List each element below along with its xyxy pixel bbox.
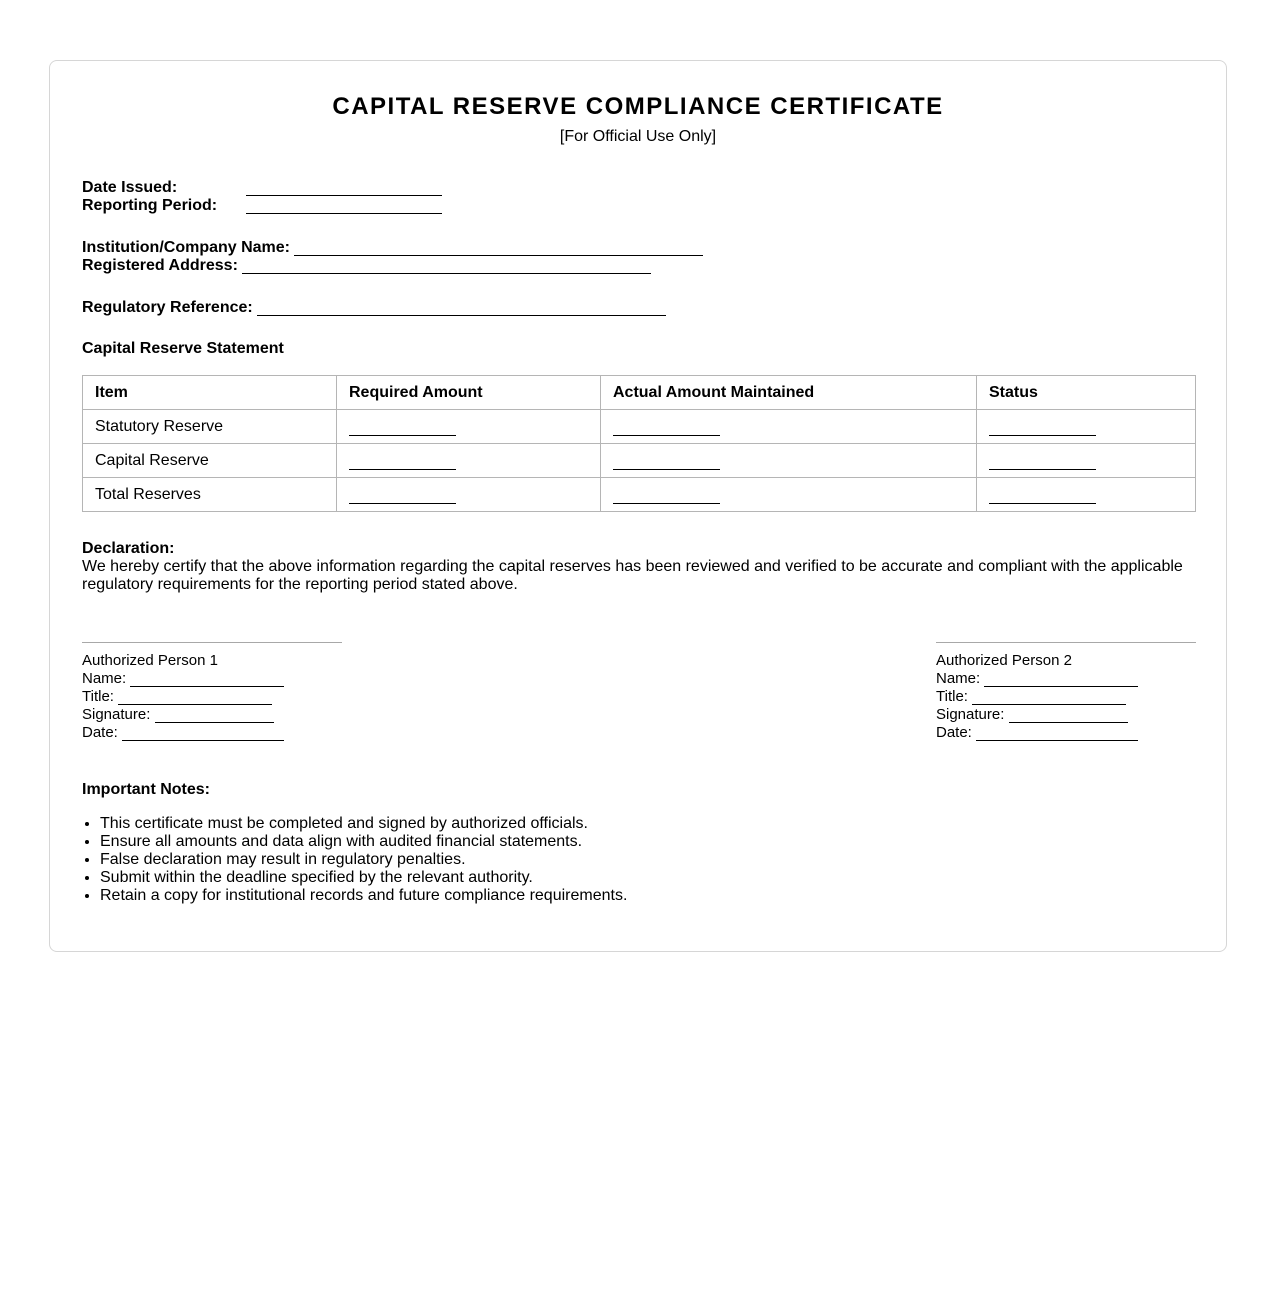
- status-input[interactable]: [989, 455, 1096, 470]
- certificate-title: CAPITAL RESERVE COMPLIANCE CERTIFICATE: [332, 93, 944, 120]
- signature-line: [82, 642, 342, 643]
- signatory-heading: Authorized Person 1: [82, 652, 218, 669]
- reporting-period-field: [82, 197, 442, 215]
- reporting-period-label: Reporting Period:: [82, 197, 218, 214]
- institution-name-label: Institution/Company Name:: [82, 239, 291, 256]
- institution-name-field: [82, 239, 703, 257]
- signatory-signature-label: Signature:: [936, 706, 1005, 723]
- signatory-signature-label: Signature:: [82, 706, 151, 723]
- signatory-signature-row: [82, 706, 342, 724]
- signatory-title-input[interactable]: [972, 691, 1126, 705]
- status-input[interactable]: [989, 421, 1096, 436]
- regulatory-reference-input[interactable]: [257, 301, 666, 316]
- required-amount-input[interactable]: [349, 489, 456, 504]
- institution-name-input[interactable]: [294, 241, 703, 256]
- signatory-signature-row: [936, 706, 1196, 724]
- certificate-subtitle: [For Official Use Only]: [559, 128, 717, 145]
- statement-title: Capital Reserve Statement: [82, 340, 284, 357]
- registered-address-field: [82, 257, 651, 275]
- notes-list: [82, 815, 627, 905]
- actual-amount-cell: [601, 478, 977, 512]
- list-item: • False declaration may result in regulatory penalties.: [100, 851, 627, 869]
- registered-address-input[interactable]: [242, 259, 651, 274]
- signatory-heading: Authorized Person 2: [936, 652, 1072, 669]
- signatory-title-label: Title:: [936, 688, 968, 705]
- column-header-item: Item: [83, 376, 337, 410]
- signatory-date-label: Date:: [82, 724, 118, 741]
- column-header-actual-amount: Actual Amount Maintained: [601, 376, 977, 410]
- signatory-title-label: Title:: [82, 688, 114, 705]
- signatory-date-input[interactable]: [122, 727, 284, 741]
- declaration-title: Declaration:: [82, 540, 175, 557]
- declaration-text: We hereby certify that the above information regarding the capital reserves has been reviewed and verified to be accurate and compliant with the applicable regulatory requirements for the reporting period stated above.: [82, 558, 1183, 593]
- signatory-date-row: [82, 724, 342, 742]
- table-header-row: [83, 376, 1196, 410]
- registered-address-label: Registered Address:: [82, 257, 238, 274]
- required-amount-cell: [337, 444, 601, 478]
- signatory-date-input[interactable]: [976, 727, 1138, 741]
- table-row: [83, 478, 1196, 512]
- signatory-name-input[interactable]: [984, 673, 1138, 687]
- regulatory-reference-label: Regulatory Reference:: [82, 299, 253, 316]
- table-row: [83, 444, 1196, 478]
- required-amount-input[interactable]: [349, 421, 456, 436]
- required-amount-input[interactable]: [349, 455, 456, 470]
- signatory-block-2: [936, 642, 1196, 742]
- signatory-title-row: [936, 688, 1196, 706]
- signatory-signature-input[interactable]: [1009, 709, 1128, 723]
- notes-title: Important Notes:: [82, 781, 210, 798]
- actual-amount-cell: [601, 444, 977, 478]
- actual-amount-input[interactable]: [613, 489, 720, 504]
- signatory-name-label: Name:: [82, 670, 127, 687]
- actual-amount-input[interactable]: [613, 455, 720, 470]
- signatory-name-row: [936, 670, 1196, 688]
- date-issued-field: [82, 179, 442, 197]
- row-item-label: Capital Reserve: [83, 444, 337, 478]
- status-cell: [977, 410, 1196, 444]
- signatory-block-1: [82, 642, 342, 742]
- column-header-required-amount: Required Amount: [337, 376, 601, 410]
- certificate-card: [49, 60, 1227, 952]
- list-item: • Ensure all amounts and data align with audited financial statements.: [100, 833, 627, 851]
- signatory-date-label: Date:: [936, 724, 972, 741]
- list-item: • Retain a copy for institutional records and future compliance requirements.: [100, 887, 627, 905]
- date-issued-label: Date Issued:: [82, 179, 178, 196]
- signature-line: [936, 642, 1196, 643]
- signatory-signature-input[interactable]: [155, 709, 274, 723]
- signatory-date-row: [936, 724, 1196, 742]
- table-row: [83, 410, 1196, 444]
- required-amount-cell: [337, 478, 601, 512]
- actual-amount-input[interactable]: [613, 421, 720, 436]
- signatory-name-input[interactable]: [130, 673, 284, 687]
- list-item: • This certificate must be completed and signed by authorized officials.: [100, 815, 627, 833]
- row-item-label: Statutory Reserve: [83, 410, 337, 444]
- required-amount-cell: [337, 410, 601, 444]
- reserve-table: [82, 375, 1196, 512]
- status-input[interactable]: [989, 489, 1096, 504]
- row-item-label: Total Reserves: [83, 478, 337, 512]
- actual-amount-cell: [601, 410, 977, 444]
- signatory-title-row: [82, 688, 342, 706]
- list-item: • Submit within the deadline specified by the relevant authority.: [100, 869, 627, 887]
- signatory-name-label: Name:: [936, 670, 981, 687]
- status-cell: [977, 444, 1196, 478]
- column-header-status: Status: [977, 376, 1196, 410]
- regulatory-reference-field: [82, 299, 666, 317]
- signatory-name-row: [82, 670, 342, 688]
- date-issued-input[interactable]: [246, 181, 442, 196]
- reporting-period-input[interactable]: [246, 199, 442, 214]
- status-cell: [977, 478, 1196, 512]
- signatory-title-input[interactable]: [118, 691, 272, 705]
